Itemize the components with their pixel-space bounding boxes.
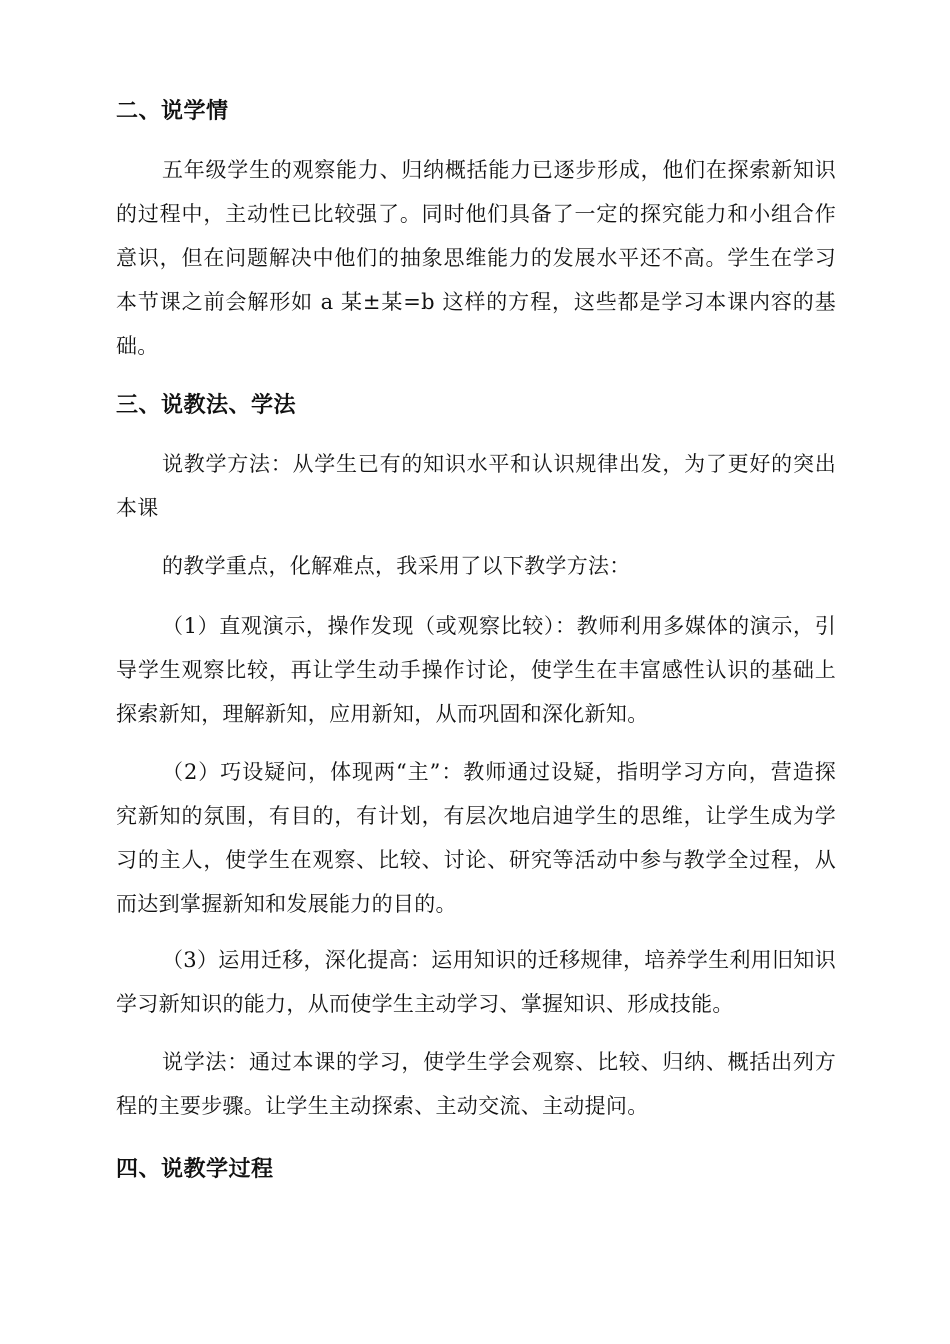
paragraph-learner-analysis: 五年级学生的观察能力、归纳概括能力已逐步形成，他们在探索新知识的过程中，主动性已比较强了。同时他们具备了一定的探究能力和小组合作意识，但在问题解决中他们的抽象思维能力的发展水平还不高。学生在学习本节课之前会解形如 a 某±某=b 这样的方程，这些都是学习本课内容的基础。	[116, 158, 836, 358]
paragraph-teaching-methods-intro: 说教学方法：从学生已有的知识水平和认识规律出发，为了更好的突出本课	[116, 452, 836, 520]
paragraph-method-2: （2）巧设疑问，体现两“主”：教师通过设疑，指明学习方向，营造探究新知的氛围，有目的，有计划，有层次地启迪学生的思维，让学生成为学习的主人，使学生在观察、比较、讨论、研究等活动中参与教学全过程，从而达到掌握新知和发展能力的目的。	[116, 760, 836, 916]
paragraph-learning-methods: 说学法：通过本课的学习，使学生学会观察、比较、归纳、概括出列方程的主要步骤。让学生主动探索、主动交流、主动提问。	[116, 1050, 836, 1118]
paragraph-method-3: （3）运用迁移，深化提高：运用知识的迁移规律，培养学生利用旧知识学习新知识的能力，从而使学生主动学习、掌握知识、形成技能。	[116, 948, 836, 1016]
paragraph-teaching-methods-continued: 的教学重点，化解难点，我采用了以下教学方法：	[162, 554, 631, 578]
paragraph-method-1: （1）直观演示，操作发现（或观察比较）：教师利用多媒体的演示，引导学生观察比较，再让学生动手操作讨论，使学生在丰富感性认识的基础上探索新知，理解新知，应用新知，从而巩固和深化新知。	[116, 614, 836, 726]
section-heading-learner-analysis: 二、说学情	[116, 98, 229, 124]
section-heading-methods: 三、说教法、学法	[116, 392, 297, 418]
section-heading-teaching-process: 四、说教学过程	[116, 1156, 274, 1182]
